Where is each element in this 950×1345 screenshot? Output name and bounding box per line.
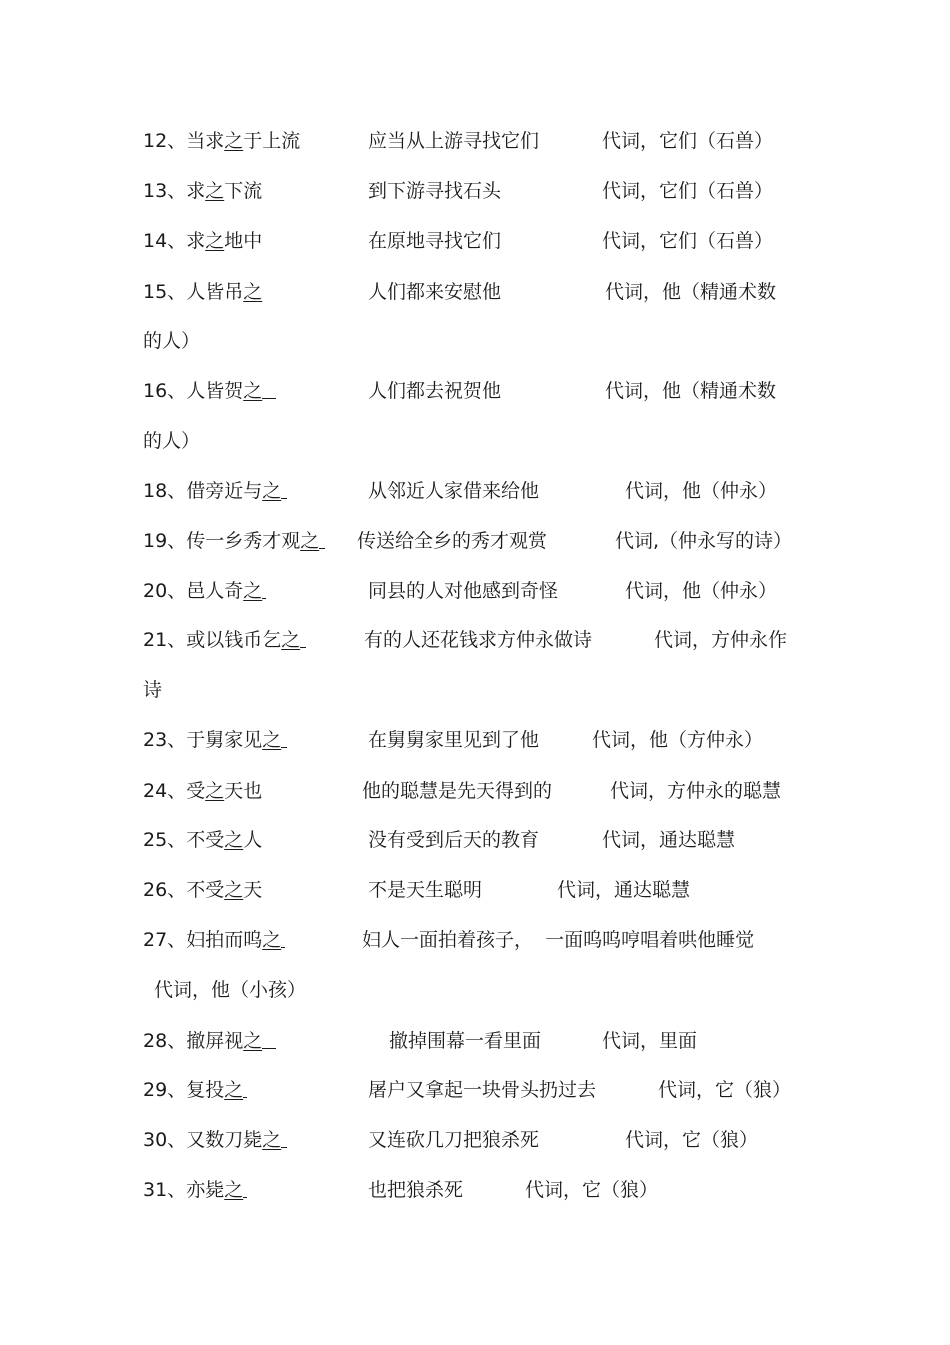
- entry-keyword: 之: [224, 1079, 244, 1101]
- entry-translation: 人们都来安慰他: [368, 281, 502, 303]
- entry-explanation: 代词，他（仲永）: [625, 580, 778, 602]
- entry-continuation: 代词，他（小孩）: [154, 979, 307, 1001]
- entry-keyword: 之: [205, 230, 225, 252]
- entry-explanation: 代词,（仲永写的诗）: [615, 530, 793, 552]
- entry-phrase-pre: 当求: [186, 130, 225, 152]
- blank-underline: [243, 1078, 247, 1098]
- entry-translation: 妇人一面拍着孩子， 一面呜呜哼唱着哄他睡觉: [362, 929, 755, 951]
- entry-head: [143, 129, 300, 153]
- entry-phrase-pre: 人皆吊: [186, 281, 244, 303]
- entry-explanation: 代词，他（精通术数: [605, 380, 777, 402]
- entry-number: 26、: [143, 879, 187, 901]
- entry-head: [143, 779, 262, 803]
- entry-number: 28、: [143, 1030, 187, 1052]
- entry-keyword: 之: [262, 729, 282, 751]
- entry-explanation: 代词，通达聪慧: [602, 829, 736, 851]
- blank-underline: [300, 628, 306, 648]
- entry-phrase-pre: 人皆贺: [186, 380, 244, 402]
- entry-phrase-pre: 于舅家见: [186, 729, 263, 751]
- entry-number: 21、: [143, 629, 187, 651]
- entry-explanation: 代词，它们（石兽）: [602, 180, 774, 202]
- entry-continuation: 诗: [143, 679, 163, 701]
- entry-number: 14、: [143, 230, 187, 252]
- blank-underline: [262, 579, 266, 599]
- entry-head: [143, 229, 262, 253]
- entry-head: [143, 379, 276, 403]
- entry-phrase-pre: 传一乡秀才观: [186, 530, 301, 552]
- entry-number: 12、: [143, 130, 187, 152]
- entry-keyword: 之: [243, 380, 263, 402]
- blank-underline: [319, 529, 325, 549]
- entry-translation: 也把狼杀死: [368, 1179, 464, 1201]
- entry-translation: 人们都去祝贺他: [368, 380, 502, 402]
- blank-underline: [262, 379, 276, 399]
- entry-phrase-post: 于上流: [243, 130, 301, 152]
- entry-keyword: 之: [224, 130, 244, 152]
- entry-phrase-pre: 复投: [186, 1079, 225, 1101]
- entry-translation: 没有受到后天的教育: [368, 829, 540, 851]
- entry-translation: 在舅舅家里见到了他: [368, 729, 540, 751]
- entry-head: [143, 828, 262, 852]
- entry-translation: 屠户又拿起一块骨头扔过去: [368, 1079, 597, 1101]
- entry-number: 27、: [143, 929, 187, 951]
- entry-explanation: 代词，他（精通术数: [605, 281, 777, 303]
- entry-translation: 有的人还花钱求方仲永做诗: [364, 629, 593, 651]
- entry-translation: 传送给全乡的秀才观赏: [357, 530, 548, 552]
- entry-head: [143, 878, 262, 902]
- entry-phrase-pre: 借旁近与: [186, 480, 263, 502]
- entry-explanation: 代词，方仲永的聪慧: [610, 780, 782, 802]
- entry-phrase-pre: 亦毙: [186, 1179, 225, 1201]
- entry-keyword: 之: [262, 1129, 282, 1151]
- entry-keyword: 之: [262, 480, 282, 502]
- entry-phrase-pre: 邑人奇: [186, 580, 244, 602]
- entry-phrase-pre: 求: [186, 180, 206, 202]
- entry-number: 13、: [143, 180, 187, 202]
- entry-phrase-pre: 又数刀毙: [186, 1129, 263, 1151]
- entry-number: 15、: [143, 281, 187, 303]
- entry-phrase-pre: 不受: [186, 879, 225, 901]
- entry-explanation: 代词，它们（石兽）: [602, 130, 774, 152]
- entry-continuation: 的人）: [143, 330, 201, 352]
- entry-head: [143, 529, 325, 553]
- entry-phrase-pre: 妇拍而呜: [186, 929, 263, 951]
- entry-head: [143, 1128, 287, 1152]
- entry-keyword: 之: [224, 879, 244, 901]
- entry-phrase-post: 天: [243, 879, 263, 901]
- entry-phrase-post: 地中: [224, 230, 263, 252]
- entry-keyword: 之: [205, 780, 225, 802]
- entry-explanation: 代词，里面: [602, 1030, 698, 1052]
- entry-number: 25、: [143, 829, 187, 851]
- blank-underline: [262, 1029, 276, 1049]
- entry-phrase-post: 下流: [224, 180, 263, 202]
- entry-number: 23、: [143, 729, 187, 751]
- entry-head: [143, 728, 287, 752]
- entry-translation: 应当从上游寻找它们: [368, 130, 540, 152]
- entry-head: [143, 479, 287, 503]
- entry-explanation: 代词，通达聪慧: [557, 879, 691, 901]
- entry-keyword: 之: [262, 929, 282, 951]
- entry-number: 18、: [143, 480, 187, 502]
- entry-head: [143, 1078, 247, 1102]
- blank-underline: [281, 928, 285, 948]
- entry-explanation: 代词，它（狼）: [658, 1079, 792, 1101]
- entry-head: [143, 579, 266, 603]
- entry-explanation: 代词，它（狼）: [625, 1129, 759, 1151]
- entry-phrase-pre: 不受: [186, 829, 225, 851]
- entry-explanation: 代词，方仲永作: [654, 629, 788, 651]
- entry-phrase-post: 人: [243, 829, 263, 851]
- entry-phrase-pre: 或以钱币乞: [186, 629, 282, 651]
- entry-head: [143, 628, 306, 652]
- entry-head: [143, 280, 262, 304]
- entry-number: 30、: [143, 1129, 187, 1151]
- entry-head: [143, 179, 262, 203]
- entry-keyword: 之: [224, 829, 244, 851]
- entry-keyword: 之: [243, 281, 263, 303]
- entry-translation: 同县的人对他感到奇怪: [368, 580, 559, 602]
- entry-head: [143, 1029, 276, 1053]
- entry-phrase-pre: 求: [186, 230, 206, 252]
- entry-translation: 不是天生聪明: [368, 879, 483, 901]
- blank-underline: [281, 1128, 287, 1148]
- entry-keyword: 之: [243, 1030, 263, 1052]
- entry-phrase-post: 天也: [224, 780, 263, 802]
- entry-keyword: 之: [300, 530, 320, 552]
- entry-keyword: 之: [281, 629, 301, 651]
- entry-number: 16、: [143, 380, 187, 402]
- entry-continuation: 的人）: [143, 430, 201, 452]
- entry-translation: 又连砍几刀把狼杀死: [368, 1129, 540, 1151]
- entry-head: [143, 928, 285, 952]
- entry-explanation: 代词，它们（石兽）: [602, 230, 774, 252]
- entry-number: 24、: [143, 780, 187, 802]
- entry-explanation: 代词，它（狼）: [525, 1179, 659, 1201]
- entry-translation: 到下游寻找石头: [368, 180, 502, 202]
- entry-explanation: 代词，他（方仲永）: [592, 729, 764, 751]
- entry-number: 29、: [143, 1079, 187, 1101]
- entry-number: 31、: [143, 1179, 187, 1201]
- entry-translation: 在原地寻找它们: [368, 230, 502, 252]
- entry-number: 19、: [143, 530, 187, 552]
- entry-translation: 撤掉围幕一看里面: [389, 1030, 542, 1052]
- blank-underline: [281, 479, 287, 499]
- entry-head: [143, 1178, 247, 1202]
- entry-number: 20、: [143, 580, 187, 602]
- blank-underline: [281, 728, 287, 748]
- entry-phrase-pre: 撤屏视: [186, 1030, 244, 1052]
- blank-underline: [243, 1178, 247, 1198]
- entry-keyword: 之: [205, 180, 225, 202]
- entry-keyword: 之: [243, 580, 263, 602]
- entry-phrase-pre: 受: [186, 780, 206, 802]
- entry-translation: 他的聪慧是先天得到的: [362, 780, 553, 802]
- entry-keyword: 之: [224, 1179, 244, 1201]
- entry-explanation: 代词，他（仲永）: [625, 480, 778, 502]
- entry-translation: 从邻近人家借来给他: [368, 480, 540, 502]
